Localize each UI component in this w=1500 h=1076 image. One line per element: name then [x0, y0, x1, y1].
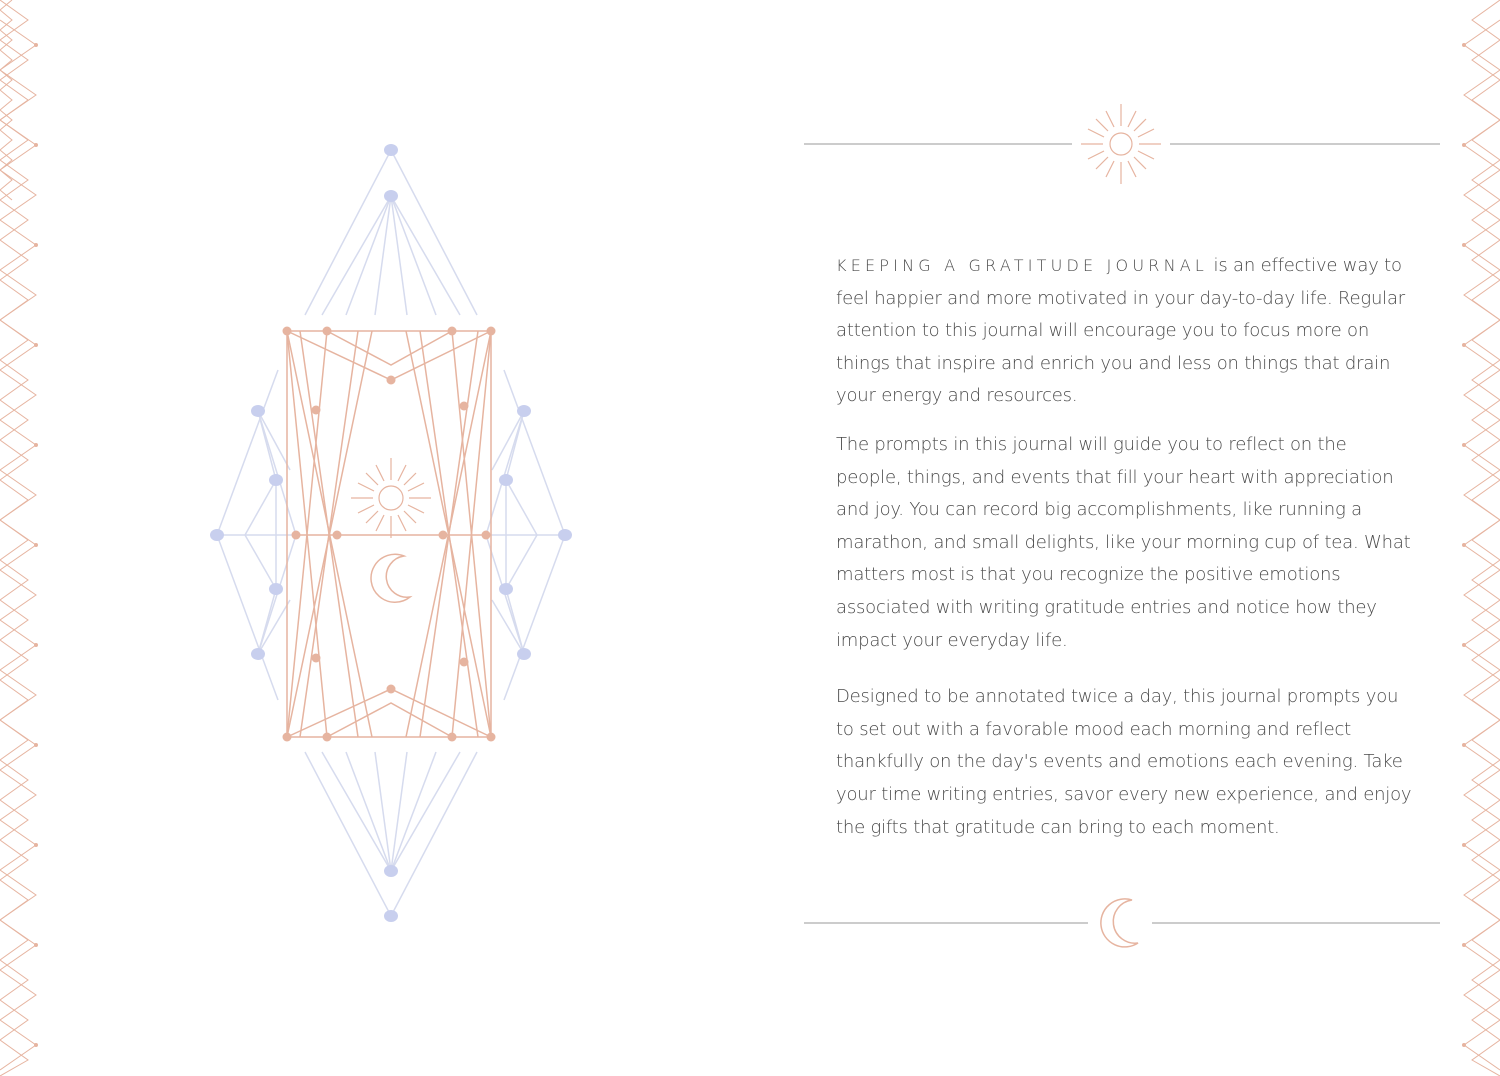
- paragraph-1-body: is an effective way to feel happier and more motivated in your day-to-day life. Regular attention to this journal will encourage you to focus more on things that inspire and enrich you and less on things that drain your energy and resources.: [836, 255, 1406, 407]
- paragraph-2: The prompts in this journal will guide you to reflect on the people, things, and events that fill your heart with appreciation and joy. You can record big accomplishments, like running a marathon, and small delights, like your morning cup of tea. What matters most is that you recognize the positive emotions associated with writing gratitude entries and notice how they impact your everyday life.: [836, 433, 1411, 651]
- paragraph-3: Designed to be annotated twice a day, this journal prompts you to set out with a favorable mood each morning and reflect thankfully on the day's events and emotions each evening. Take your time writing entries, savor every new experience, and enjoy the gifts that gratitude can bring to each moment.: [836, 686, 1412, 838]
- sun-icon: [1081, 104, 1161, 184]
- right-zigzag-border: [1460, 0, 1500, 1076]
- crescent-moon-icon: [371, 554, 410, 602]
- crescent-moon-icon: [1101, 899, 1138, 947]
- left-zigzag-border: [0, 0, 40, 1076]
- lead-in-smallcaps: KEEPING A GRATITUDE JOURNAL: [836, 256, 1208, 275]
- bottom-moon-divider: [804, 880, 1440, 970]
- intro-text: [836, 250, 1416, 844]
- top-sun-divider: [804, 100, 1440, 190]
- paragraph-1: [836, 250, 1416, 413]
- geometric-crystal-illustration: [195, 135, 585, 935]
- sun-icon: [351, 458, 431, 538]
